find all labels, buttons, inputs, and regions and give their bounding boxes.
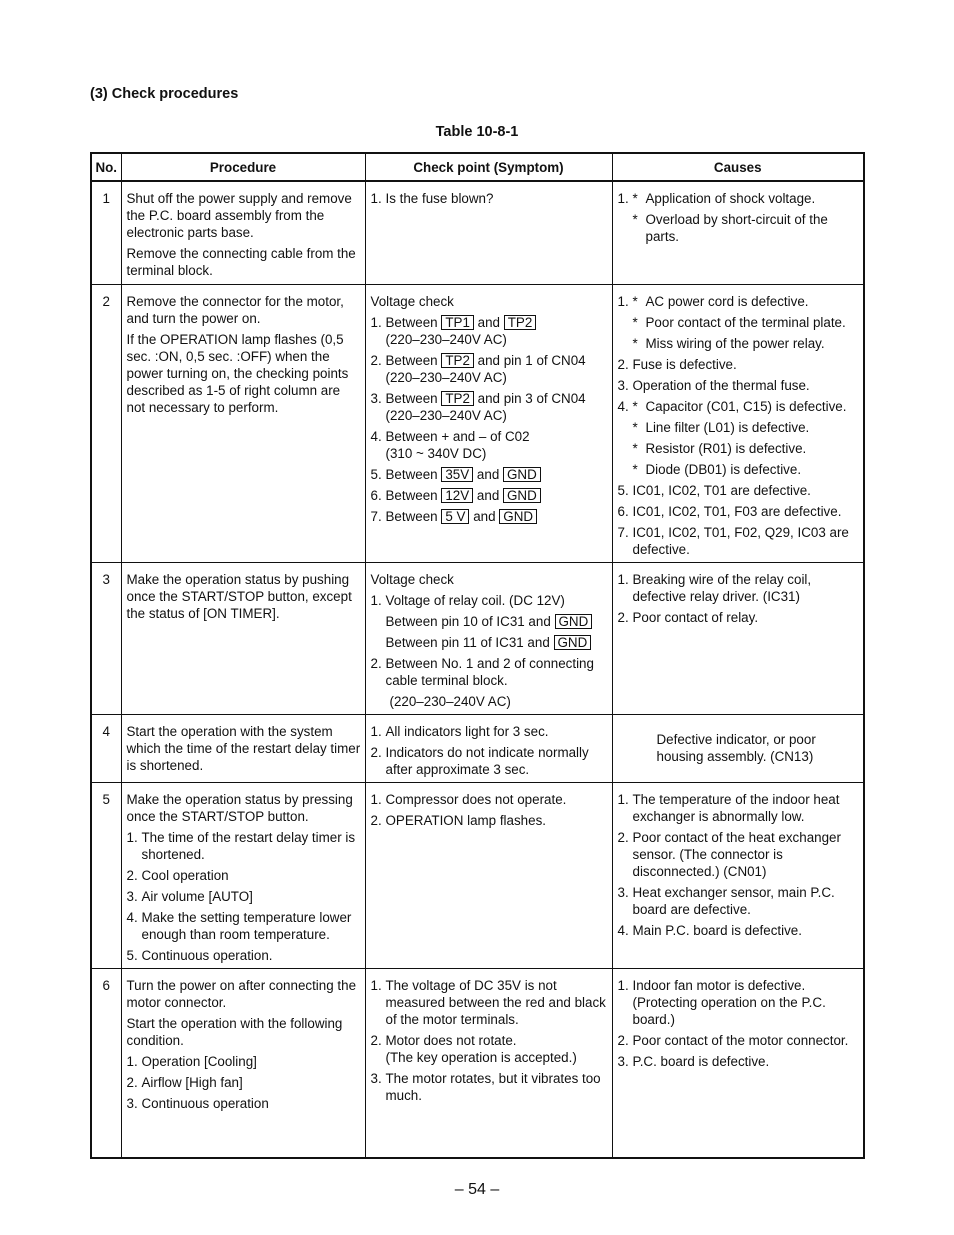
causes-cell: 1. * AC power cord is defective. * Poor contact of the terminal plate. * Miss wiring of the power relay. 2. Fuse is defective. 3. Operation of the thermal fuse. 4. * Capacitor (C01, C15) is defective. * Line filter (L01) is defective. * Resistor (R01) is defective. * Diode (DB01) is defective. 5. IC01, IC02, T01 are defective. 6. IC01, IC02, T01, F03 are defective. 7. IC01, IC02, T01, F02, Q29, IC03 are defective. [612,284,864,562]
check-procedures-table [90,152,865,1159]
check-point-cell: 1. All indicators light for 3 sec. 2. Indicators do not indicate normally after approximate 3 sec. [365,714,612,782]
gnd-label: GND [503,467,541,482]
causes-cell: 1. Breaking wire of the relay coil, defective relay driver. (IC31) 2. Poor contact of relay. [612,562,864,714]
row-number: 5 [91,782,121,968]
gnd-label: GND [499,509,537,524]
procedure-cell: Shut off the power supply and remove the P.C. board assembly from the electronic parts base. Remove the connecting cable from the terminal block. [121,181,365,284]
page-number: – 54 – [454,1181,500,1198]
tp2-label: TP2 [441,353,474,368]
header-procedure: Procedure [121,153,365,181]
table-row [91,284,864,562]
procedure-cell: Make the operation status by pressing once the START/STOP button. 1. The time of the restart delay timer is shortened. 2. Cool operation 3. Air volume [AUTO] 4. Make the setting temperature lower enough than room temperature. 5. Continuous operation. [121,782,365,968]
procedure-cell: Remove the connector for the motor, and turn the power on. If the OPERATION lamp flashes (0,5 sec. :ON, 0,5 sec. :OFF) when the power turning on, the checking points described as 1-5 of right column are not necessary to perform. [121,284,365,562]
check-point-cell: 1. Compressor does not operate. 2. OPERATION lamp flashes. [365,782,612,968]
gnd-label: GND [555,614,593,629]
table-row [91,714,864,782]
row-number: 3 [91,562,121,714]
row-number: 4 [91,714,121,782]
check-point-cell: Voltage check 1. Between TP1 and TP2 (220–230–240V AC) 2. Between TP2 and pin 1 of CN04 (220–230–240V AC) 3. Between TP2 and pin 3 of CN04 (220–230–240V AC) 4. Between + and – of C02 (310 ~ 340V DC) 5. Between 35V and GND 6. Between 12V and GND 7. Between 5 V and GND [365,284,612,562]
procedure-cell: Turn the power on after connecting the motor connector. Start the operation with the following condition. 1. Operation [Cooling] 2. Airflow [High fan] 3. Continuous operation [121,968,365,1158]
table-row [91,968,864,1158]
table-header-row [91,153,864,181]
causes-cell: 1. Indoor fan motor is defective. (Protecting operation on the P.C. board.) 2. Poor contact of the motor connector. 3. P.C. board is defective. [612,968,864,1158]
tp2-label: TP2 [441,391,474,406]
check-point-cell: 1. Is the fuse blown? [365,181,612,284]
table-row [91,562,864,714]
5v-label: 5 V [441,509,469,524]
header-causes: Causes [612,153,864,181]
gnd-label: GND [554,635,592,650]
section-title: (3) Check procedures [90,86,239,102]
gnd-label: GND [503,488,541,503]
header-check-point: Check point (Symptom) [365,153,612,181]
table-title: Table 10-8-1 [435,124,519,140]
tp1-label: TP1 [441,315,474,330]
35v-label: 35V [441,467,473,482]
tp2-label: TP2 [504,315,537,330]
row-number: 2 [91,284,121,562]
table-row [91,782,864,968]
causes-cell: 1. The temperature of the indoor heat exchanger is abnormally low. 2. Poor contact of the heat exchanger sensor. (The connector is disconnected.) (CN01) 3. Heat exchanger sensor, main P.C. board are defective. 4. Main P.C. board is defective. [612,782,864,968]
causes-cell: 1. * Application of shock voltage. * Overload by short-circuit of the parts. [612,181,864,284]
row-number: 6 [91,968,121,1158]
check-point-cell: 1. The voltage of DC 35V is not measured between the red and black of the motor terminals. 2. Motor does not rotate. (The key operation is accepted.) 3. The motor rotates, but it vibrates too much. [365,968,612,1158]
table-row [91,181,864,284]
procedure-cell: Make the operation status by pushing once the START/STOP button, except the status of [ON TIMER]. [121,562,365,714]
12v-label: 12V [441,488,473,503]
row-number: 1 [91,181,121,284]
procedure-cell: Start the operation with the system which the time of the restart delay timer is shortened. [121,714,365,782]
header-no: No. [91,153,121,181]
causes-cell: Defective indicator, or poor housing assembly. (CN13) [612,714,864,782]
check-point-cell: Voltage check 1. Voltage of relay coil. (DC 12V) Between pin 10 of IC31 and GND Between pin 11 of IC31 and GND 2. Between No. 1 and 2 of connecting cable terminal block. (220–230–240V AC) [365,562,612,714]
